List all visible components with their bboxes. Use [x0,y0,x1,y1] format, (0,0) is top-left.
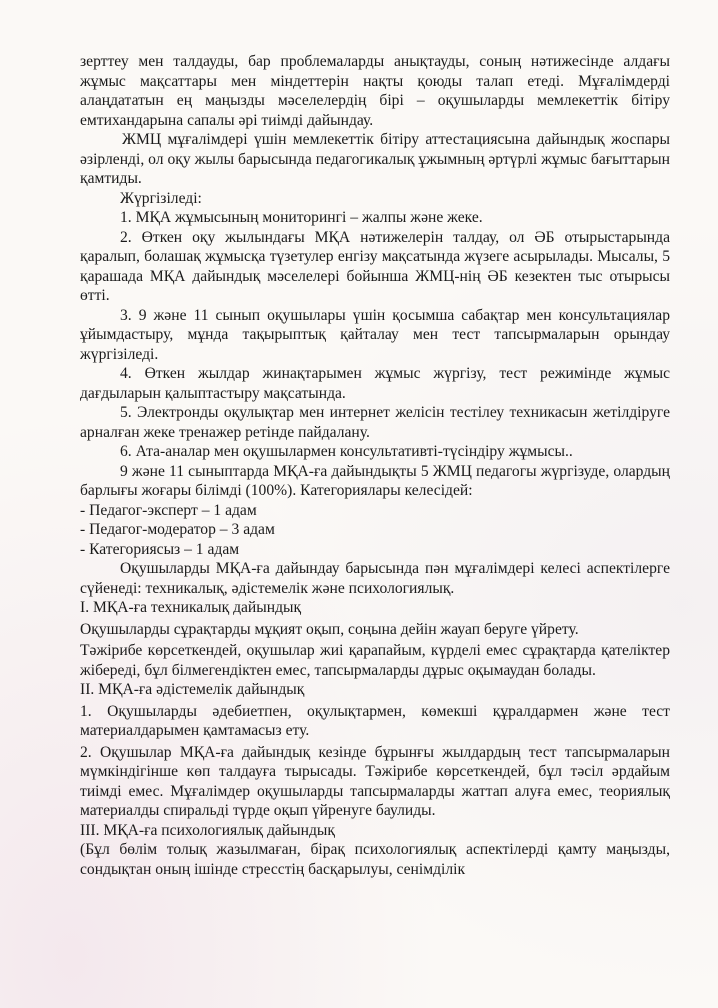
list-item-2: 2. Өткен оқу жылындағы МҚА нәтижелерін талдау, ол ӘБ отырыстарында қаралып, болашақ жұмысқа түзетулер енгізу мақсатында жүзеге асырылады. Мысалы, 5 қарашада МҚА дайындық мәселелері бойынша ЖМЦ-нің ӘБ кезектен тыс отырысы өтті. [80,228,670,304]
list-item-1: 1. МҚА жұмысының мониторингі – жалпы және жеке. [120,209,483,226]
category-none: - Категориясыз – 1 адам [80,540,240,558]
paragraph-teachers: 9 және 11 сыныптарда МҚА-ға дайындықты 5 ЖМЦ педагогы жүргізуде, олардың барлығы жоғары білімді (100%). Категориялары келесідей: [80,462,670,499]
category-expert: - Педагог-эксперт – 1 адам [80,501,257,519]
paragraph-methodical-1: 1. Оқушыларды әдебиетпен, оқулықтармен, көмекші құралдармен және тест материалдарымен қамтамасыз ету. [80,702,670,739]
document-body [80,52,670,879]
list-item-5: 5. Электронды оқулықтар мен интернет желісін тестілеу техникасын жетілдіруге арналған жеке тренажер ретінде пайдалану. [80,404,670,441]
list-item-3: 3. 9 және 11 сынып оқушылары үшін қосымша сабақтар мен консультациялар ұйымдастыру, мұнда тақырыптық қайталау мен тест тапсырмаларын орындау жүргізіледі. [80,306,670,363]
paragraph-psychological: (Бұл бөлім толық жазылмаған, бірақ психологиялық аспектілерді қамту маңызды, сондықтан оның ішінде стресстің басқарылуы, сенімділік [80,841,670,878]
list-item-4: 4. Өткен жылдар жинақтарымен жұмыс жүргізу, тест режимінде жұмыс дағдыларын қалыптастыру мақсатында. [80,365,670,402]
paragraph-aspects: Оқушыларды МҚА-ға дайындау барысында пән мұғалімдері келесі аспектілерге сүйенеді: техникалық, әдістемелік және психологиялық. [80,560,670,597]
heading-psychological: III. МҚА-ға психологиялық дайындық [80,821,335,839]
category-moderator: - Педагог-модератор – 3 адам [80,521,275,538]
paragraph-technical-1: Оқушыларды сұрақтарды мұқият оқып, соңына дейін жауап беруге үйрету. [80,620,579,638]
heading-methodical: II. МҚА-ға әдістемелік дайындық [80,681,305,698]
paragraph-technical-2: Тәжірибе көрсеткендей, оқушылар жиі қарапайым, күрделі емес сұрақтарда қателіктер жібереді, бұл білмегендіктен емес, тапсырмаларды дұрыс оқымаудан болады. [80,642,670,679]
heading-technical: I. МҚА-ға техникалық дайындық [80,599,302,616]
paragraph-methodical-2: 2. Оқушылар МҚА-ға дайындық кезінде бұрынғы жылдардың тест тапсырмаларын мүмкіндігінше көп талдауға тырысады. Тәжірибе көрсеткендей, бұл тәсіл әрдайым тиімді емес. Мұғалімдер оқушыларды тапсырмаларды жаттап алуға емес, теориялық материалды спиральді түрде оқып үйренуге баулиды. [80,743,670,819]
paragraph-conducted: Жүргізіледі: [120,189,202,207]
paragraph-plan: ЖМЦ мұғалімдері үшін мемлекеттік бітіру аттестациясына дайындық жоспары әзірленді, ол оқу жылы барысында педагогикалық ұжымның әртүрлі жұмыс бағыттарын қамтиды. [80,131,670,187]
paragraph-intro: зерттеу мен талдауды, бар проблемаларды анықтауды, соның нәтижесінде алдағы жұмыс мақсаттары мен міндеттерін нақты қоюды талап етеді. Мұғалімдерді алаңдататын ең маңызды мәселелердің бірі – оқушыларды мемлекеттік бітіру емтихандарына сапалы әрі тиімді дайындау. [80,53,670,129]
list-item-6: 6. Ата-аналар мен оқушылармен консультативті-түсіндіру жұмысы.. [120,443,573,460]
